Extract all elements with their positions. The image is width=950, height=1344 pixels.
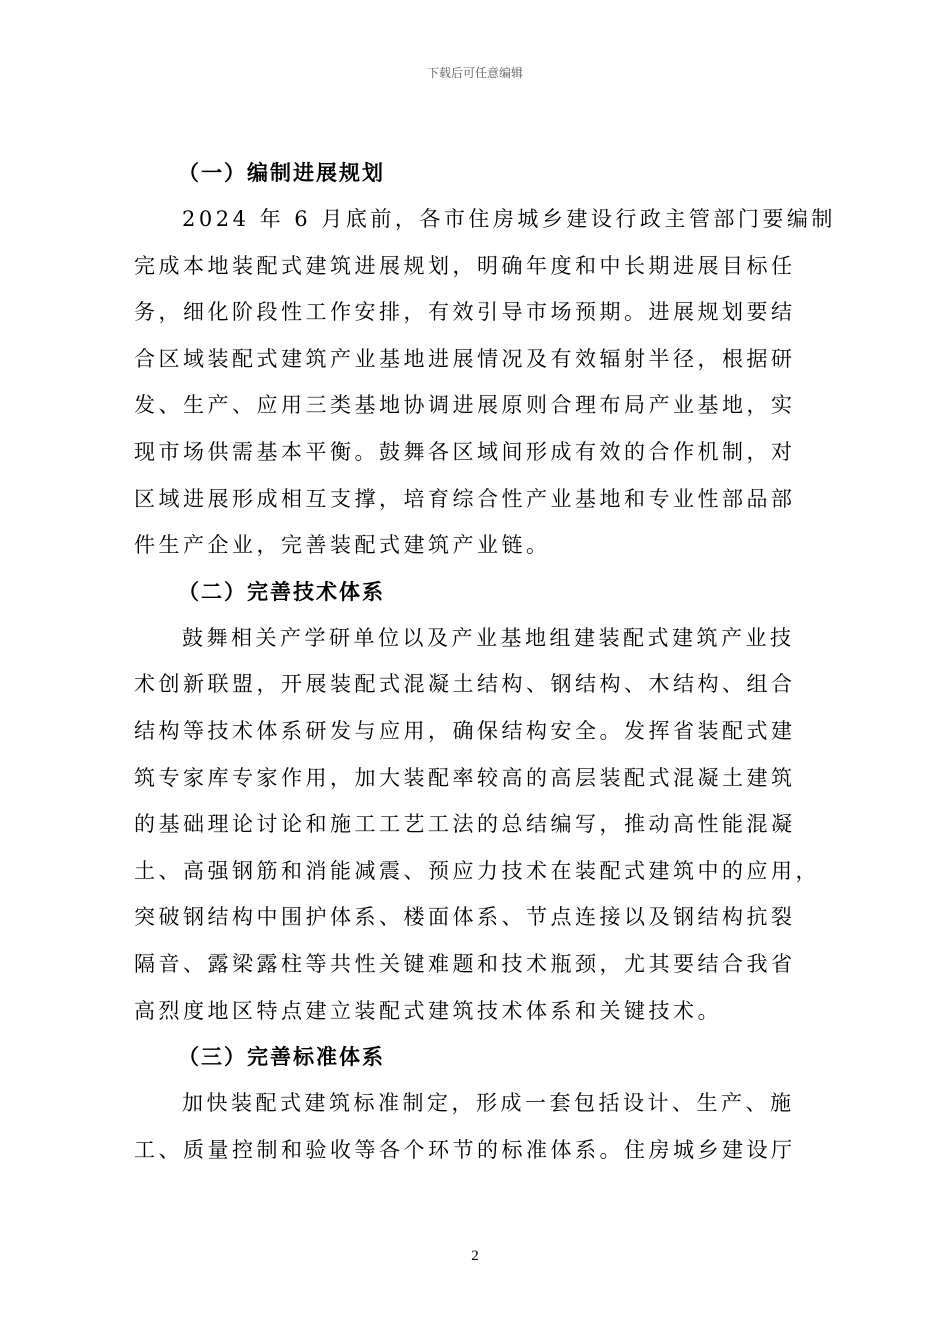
paragraph-line: 务，细化阶段性工作安排，有效引导市场预期。进展规划要结 (134, 300, 796, 325)
paragraph-line: 高烈度地区特点建立装配式建筑技术体系和关键技术。 (134, 998, 722, 1023)
paragraph-line: 隔音、露梁露柱等共性关键难题和技术瓶颈，尤其要结合我省 (134, 951, 796, 976)
paragraph-line: 的基础理论讨论和施工工艺工法的总结编写，推动高性能混凝 (134, 812, 796, 837)
paragraph-line: 2024 年 6 月底前，各市住房城乡建设行政主管部门要编制 (182, 207, 836, 231)
paragraph-line: 现市场供需基本平衡。鼓舞各区域间形成有效的合作机制，对 (134, 439, 796, 464)
paragraph-line: 区域进展形成相互支撑，培育综合性产业基地和专业性部品部 (134, 486, 796, 511)
paragraph-line: 术创新联盟，开展装配式混凝土结构、钢结构、木结构、组合 (134, 672, 796, 697)
page-number: 2 (471, 1248, 479, 1264)
paragraph-line: 土、高强钢筋和消能减震、预应力技术在装配式建筑中的应用， (134, 858, 820, 883)
paragraph-line: 加快装配式建筑标准制定，形成一套包括设计、生产、施 (182, 1091, 795, 1116)
paragraph-line: 发、生产、应用三类基地协调进展原则合理布局产业基地，实 (134, 393, 796, 418)
paragraph-line: 件生产企业，完善装配式建筑产业链。 (134, 533, 551, 558)
paragraph-line: 合区域装配式建筑产业基地进展情况及有效辐射半径，根据研 (134, 346, 796, 371)
paragraph-line: 工、质量控制和验收等各个环节的标准体系。住房城乡建设厅 (134, 1137, 796, 1162)
section-heading-2: （二）完善技术体系 (178, 579, 385, 604)
section-heading-3: （三）完善标准体系 (178, 1045, 385, 1070)
document-body (134, 150, 834, 1173)
section-heading-1: （一）编制进展规划 (178, 161, 385, 185)
paragraph-line: 筑专家库专家作用，加大装配率较高的高层装配式混凝土建筑 (134, 765, 796, 790)
paragraph-line: 完成本地装配式建筑进展规划，明确年度和中长期进展目标任 (134, 253, 796, 278)
page-header: 下载后可任意编辑 (426, 66, 523, 80)
paragraph-line: 结构等技术体系研发与应用，确保结构安全。发挥省装配式建 (134, 718, 796, 743)
paragraph-line: 突破钢结构中围护体系、楼面体系、节点连接以及钢结构抗裂 (134, 905, 796, 930)
paragraph-line: 鼓舞相关产学研单位以及产业基地组建装配式建筑产业技 (182, 625, 795, 650)
